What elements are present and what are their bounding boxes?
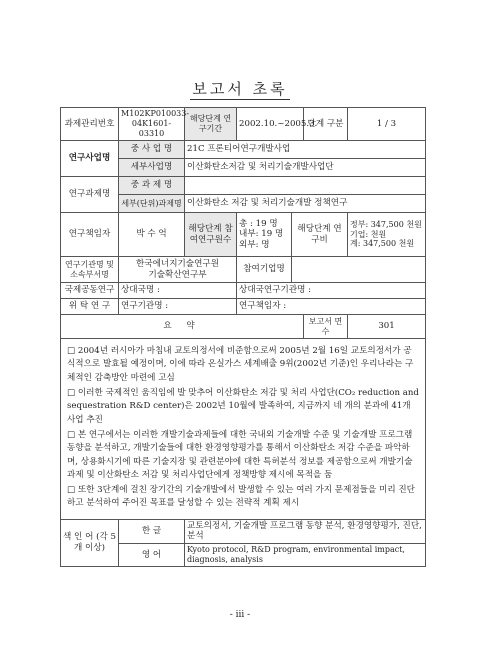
keywords-label: 색 인 어 (각 5개 이상) [61,519,119,566]
budget-company: 기업: 천원 [350,229,387,239]
pages-value: 301 [348,315,426,339]
summary-body [61,339,426,520]
budget-total: 계: 347,500 천원 [350,239,415,249]
stage-period-label: 해당단계 연구기간 [185,108,237,141]
intl-country: 상대국명 : [119,283,237,299]
pi-label: 연구책임자 [61,213,119,257]
task-no-label: 과제관리번호 [61,108,119,141]
kw-english-value: Kyoto protocol, R&D program, environmental impact, diagnosis, analysis [185,544,426,567]
budget-label: 해당단계 연구비 [292,213,348,257]
budget-gov: 정부: 347,500 천원 [350,220,422,230]
org-dept: 기술확산연구부 [148,269,207,280]
summary-paragraph: □ 본 연구에서는 이러한 개발기술과제들에 대한 국내외 기술개발 수준 및 기술개발 프로그램 동향을 분석하고, 개발기술들에 대한 환경영향평가를 통해서 이산화탄소 저감 수준을 파악하며, 상용화시기에 따른 기술지장 및 관련분야에 대한 특허분석 정보를 제공함으로써 개발기술과제 및 이산화탄소 저감 및 처리사업단에게 정책방향 제시에 목적을 둠 [67,429,413,480]
summary-paragraph: □ 또한 3단계에 걸친 장기간의 기술개발에서 발생할 수 있는 여러 가지 문제점들을 미리 진단하고 분석하여 주어진 목표를 달성할 수 있는 전략적 계획 제시 [67,485,415,509]
page-number: - iii - [229,610,251,620]
report-title: 보고서 초록 [192,80,288,98]
consign-pi: 연구책임자 : [237,299,426,315]
researchers-label: 해당단계 참여연구원수 [185,213,237,257]
major-task-label: 중 과 제 명 [119,177,185,195]
task-name-label: 연구과제명 [61,177,119,213]
summary-paragraph: □ 이러한 국제적인 움직임에 발 맞추어 이산화탄소 저감 및 처리 사업단(CO₂ reduction and sequestration R&D center)은 2002년 10월에 발족하여, 지금까지 네 개의 분과에 41개 사업 추진 [67,387,419,425]
partner-value [292,257,426,283]
researchers-internal: 내부: 19 명 [239,229,284,240]
consign-label: 위 탁 연 구 [61,299,119,315]
sub-project-label: 세부사업명 [119,159,185,177]
stage-label: 단계 구분 [304,108,348,141]
major-task-value [185,177,426,195]
org-label: 연구기관명 및 소속부서명 [61,257,119,283]
summary-label: 요 약 [61,315,304,339]
intl-org: 상대국연구기관명 : [237,283,426,299]
abstract-table [60,107,426,567]
researchers-external: 외부: 명 [239,239,270,250]
partner-label: 참여기업명 [237,257,292,283]
researchers-value [237,213,292,257]
main-project-value: 21C 프론티어연구개발사업 [185,141,426,159]
stage-period-value: 2002.10.~2005.3. [237,108,304,141]
detail-task-value: 이산화탄소 저감 및 처리기술개발 정책연구 [185,195,426,213]
org-value [119,257,237,283]
budget-value [348,213,426,257]
project-label: 연구사업명 [61,141,119,177]
intl-label: 국제공동연구 [61,283,119,299]
researchers-total: 총 : 19 명 [239,219,278,230]
pi-value: 박 수 억 [119,213,185,257]
stage-value: 1 / 3 [348,108,426,141]
task-no-value: M102KP010033-04K1601-03310 [119,108,185,141]
pages-label: 보고서 면수 [304,315,348,339]
summary-paragraph: □ 2004년 러시아가 마침내 교토의정서에 비준함으로써 2005년 2월 16일 교토의정서가 공식적으로 발효될 예정이며, 이에 따라 온실가스 세계배출 9위(2002년 기준)인 우리나라는 구체적인 감축방안 마련에 고심 [67,346,414,383]
sub-project-value: 이산화탄소저감 및 처리기술개발사업단 [185,159,426,177]
detail-task-label: 세부(단위)과제명 [119,195,185,213]
consign-org: 연구기관명 : [119,299,237,315]
org-name: 한국에너지기술연구원 [135,259,220,270]
main-project-label: 중 사 업 명 [119,141,185,159]
kw-korean-value: 교토의정서, 기술개발 프로그램 동향 분석, 환경영향평가, 진단, 분석 [185,519,426,543]
kw-korean-label: 한 글 [119,519,185,543]
kw-english-label: 영 어 [119,544,185,567]
